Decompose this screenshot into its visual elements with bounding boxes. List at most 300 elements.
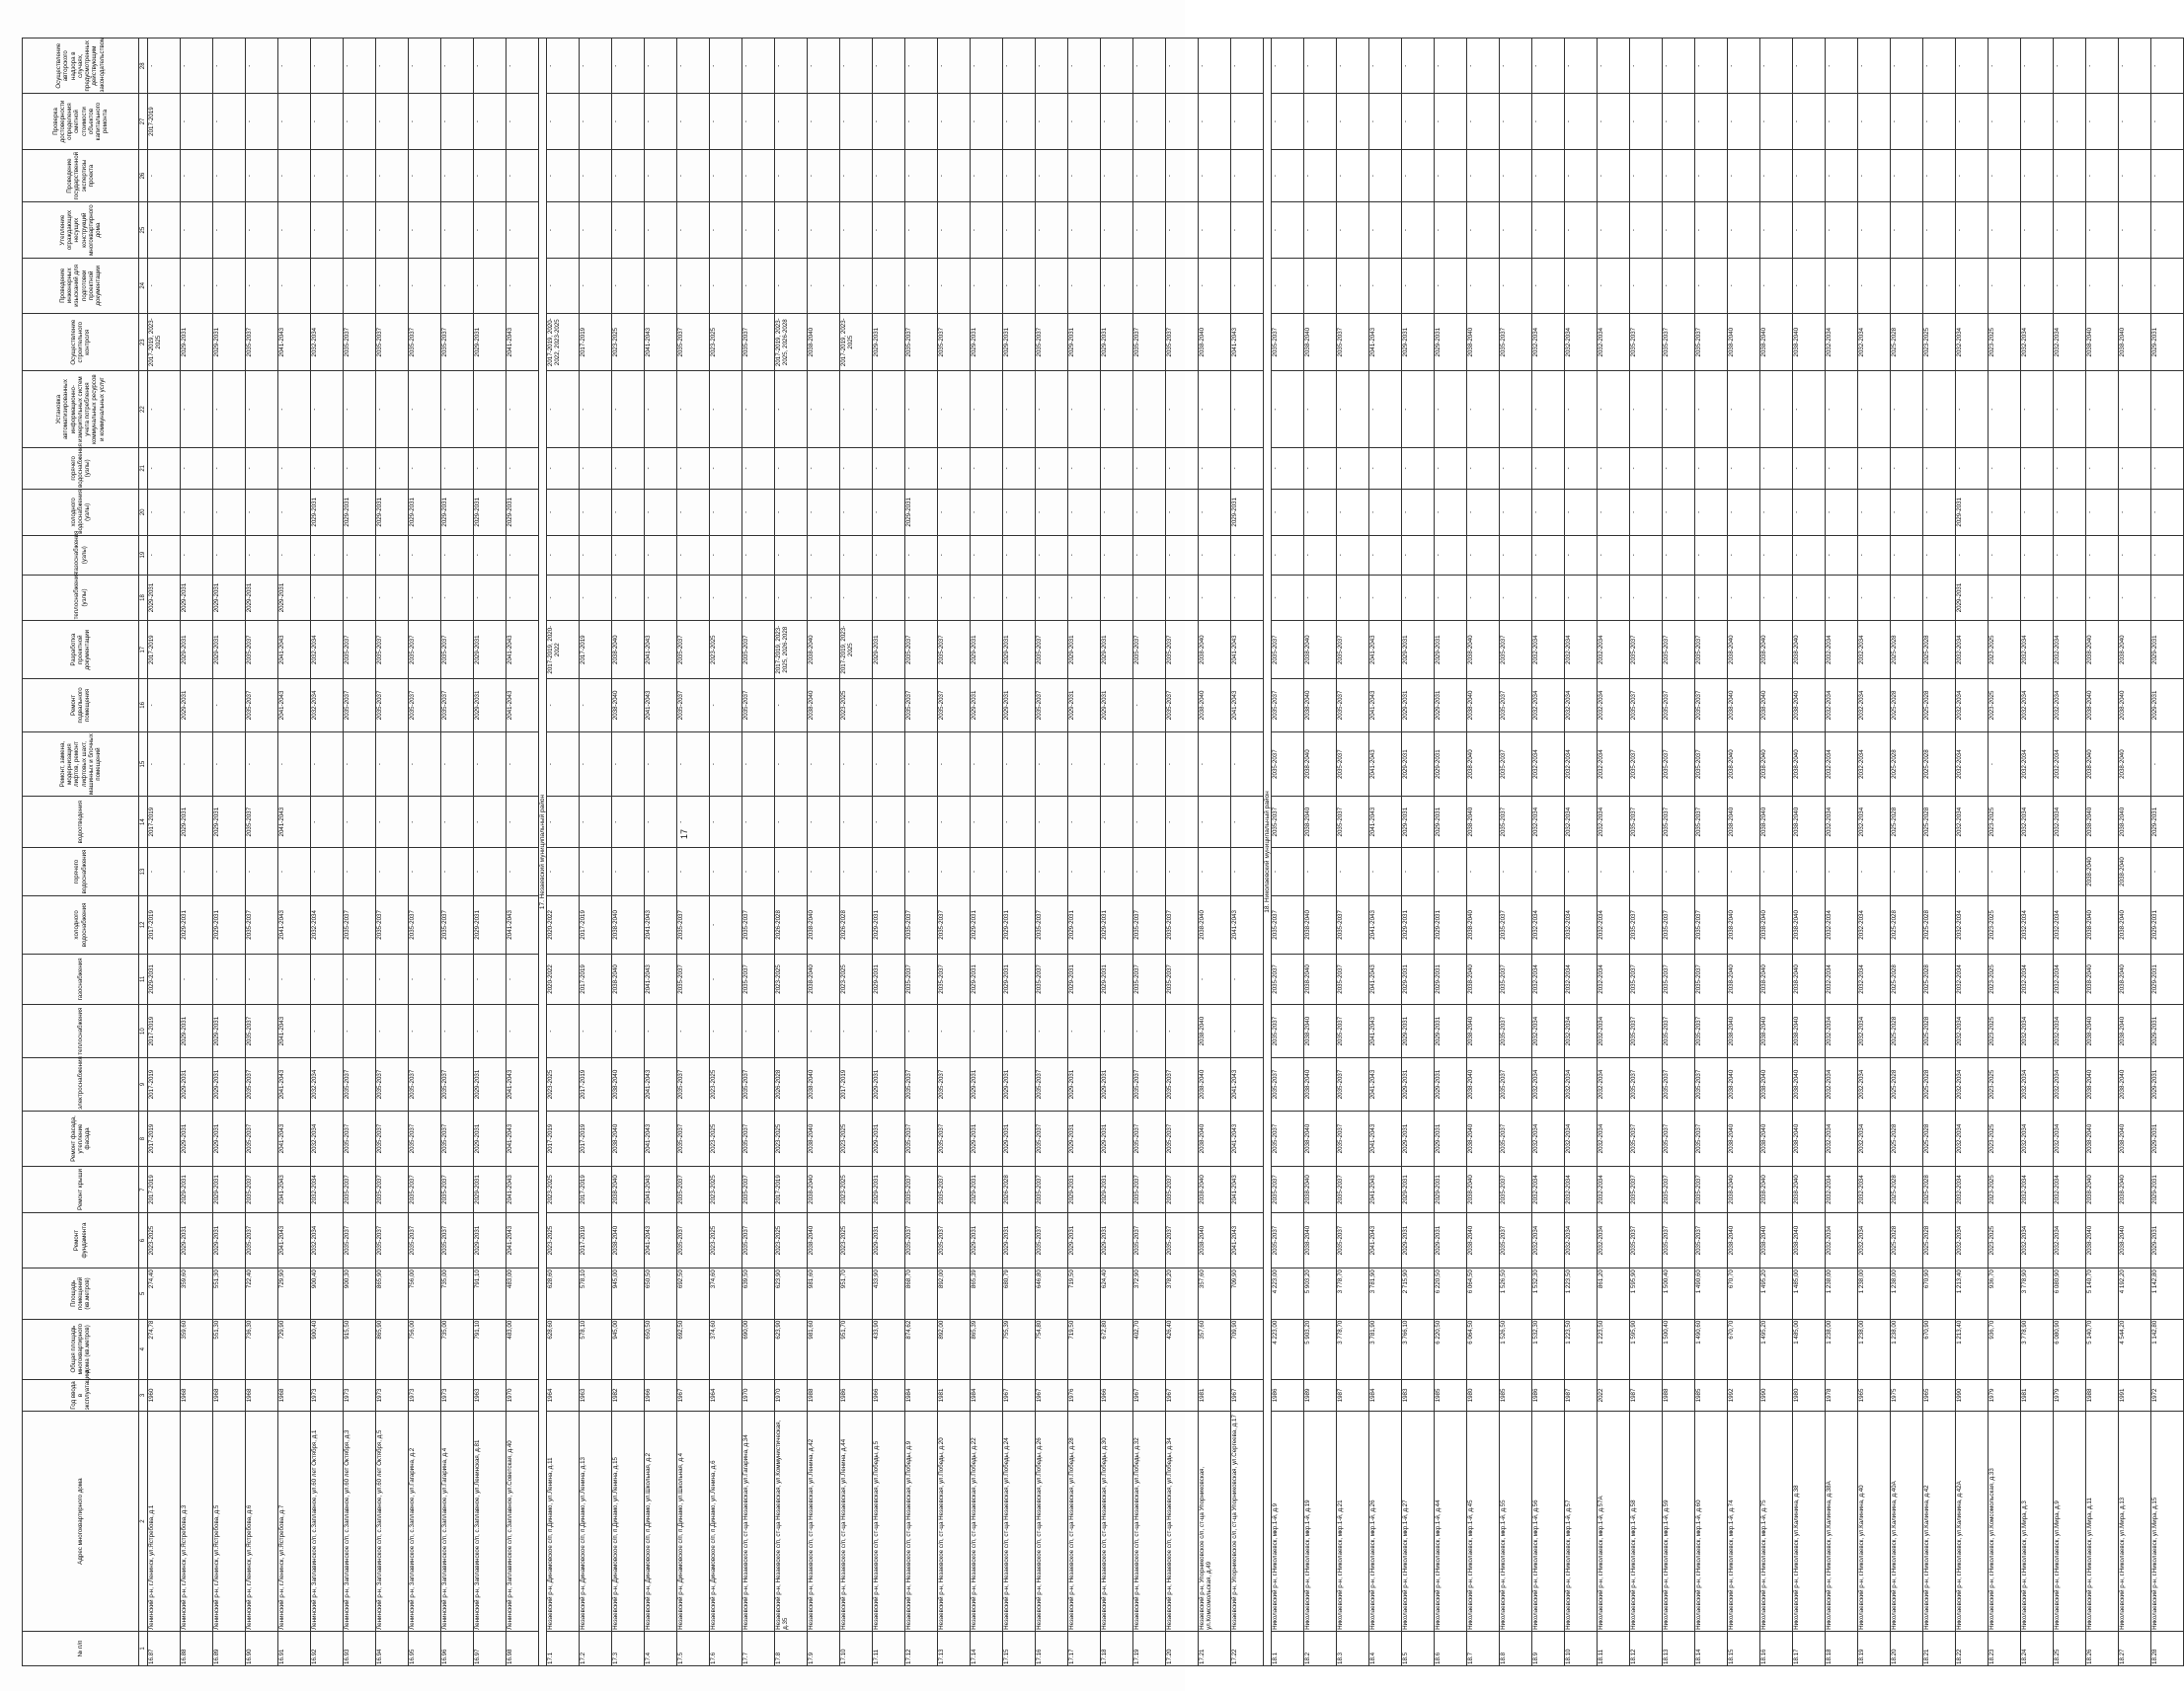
data-cell: - [1695, 489, 1728, 535]
table-row [148, 38, 181, 1666]
data-cell: 2017-2019 [580, 954, 612, 1005]
data-cell: 3 766,10 [1402, 1319, 1435, 1379]
data-cell: 2029-2031 [474, 313, 507, 371]
data-cell: 2038-2040 [2119, 797, 2151, 848]
data-cell: 2023-2025 [1989, 896, 2021, 955]
data-cell: 2038-2040 [2086, 954, 2119, 1005]
data-cell: - [1630, 489, 1663, 535]
data-cell: 2038-2040 [1793, 797, 1826, 848]
data-cell: 2041-2043 [1231, 678, 1264, 731]
data-cell: - [376, 1005, 409, 1058]
table-row [1133, 38, 1166, 1666]
data-cell: - [840, 489, 873, 535]
data-cell: - [1630, 371, 1663, 447]
data-cell: - [1231, 149, 1264, 202]
data-cell: 2029-2031 [1402, 678, 1435, 731]
data-cell: 2038-2040 [808, 954, 840, 1005]
row-number: 17.22 [1231, 1631, 1264, 1665]
data-cell: - [1467, 575, 1500, 621]
data-cell: 2023-2025 [840, 1111, 873, 1166]
data-cell: - [1369, 38, 1402, 94]
data-cell: - [1793, 149, 1826, 202]
data-cell: - [213, 731, 246, 797]
data-cell: - [2151, 371, 2184, 447]
data-cell: 357,60 [1199, 1319, 1231, 1379]
table-row [808, 38, 840, 1666]
data-cell: 2035-2037 [677, 1167, 710, 1213]
data-cell: 2029-2031 [1435, 1111, 1467, 1166]
data-cell: - [1272, 535, 1304, 575]
data-cell: - [213, 149, 246, 202]
data-cell: 2032-2034 [2021, 1005, 2054, 1058]
data-cell: 2032-2034 [2054, 1111, 2086, 1166]
data-cell: 2038-2040 [808, 1212, 840, 1268]
data-cell: 2023-2025 [1989, 1212, 2021, 1268]
address-cell: Николаевский р-н, г.Николаевск, ул.Калинина, д.42А [1956, 1412, 1989, 1632]
data-cell: 1966 [1101, 1379, 1133, 1412]
data-cell: - [580, 575, 612, 621]
data-cell: 2035-2037 [376, 1167, 409, 1213]
data-cell: 2035-2037 [409, 896, 441, 955]
data-cell: - [213, 489, 246, 535]
data-cell: 2029-2031 [2151, 1005, 2184, 1058]
data-cell: 2041-2043 [1231, 1167, 1264, 1213]
data-cell: - [1133, 447, 1166, 489]
data-cell: 2035-2037 [1663, 621, 1695, 679]
address-cell: Николаевский р-н, г.Николаевск, ул.Мира, д.15 [2151, 1412, 2184, 1632]
data-cell: 2035-2037 [1630, 1111, 1663, 1166]
data-cell: - [1036, 847, 1068, 895]
data-cell: - [1956, 847, 1989, 895]
data-cell: - [971, 149, 1003, 202]
data-cell: - [181, 447, 213, 489]
data-cell: 2023-2025 [1989, 1111, 2021, 1166]
data-cell: 2017-2019 [580, 1167, 612, 1213]
data-cell: 2032-2034 [1956, 313, 1989, 371]
data-cell: - [1695, 202, 1728, 258]
data-cell: 2035-2037 [742, 621, 775, 679]
address-cell: Незаевский р-н, Незаевское с/п, ст-ца Незаевская, ул.Победы, д.9 [905, 1412, 938, 1632]
data-cell: - [409, 797, 441, 848]
column-number: 19 [139, 535, 148, 575]
data-cell: 2038-2040 [1467, 1167, 1500, 1213]
data-cell: 2035-2037 [376, 1212, 409, 1268]
table-row [1101, 38, 1133, 1666]
data-cell: - [246, 447, 278, 489]
data-cell: 2038-2040 [2119, 1111, 2151, 1166]
table-row [1532, 38, 1565, 1666]
data-cell: - [181, 149, 213, 202]
data-cell: - [2086, 149, 2119, 202]
data-cell: - [547, 847, 580, 895]
data-cell: - [1598, 38, 1630, 94]
data-cell: 2032-2034 [1532, 1111, 1565, 1166]
data-cell: 2041-2043 [645, 1058, 677, 1112]
data-cell: 2041-2043 [645, 621, 677, 679]
data-cell: - [2054, 94, 2086, 149]
data-cell: 2035-2037 [905, 1058, 938, 1112]
column-header: горячего водоснабжения (узлы) [23, 447, 139, 489]
data-cell: 2041-2043 [1369, 678, 1402, 731]
data-cell: - [1337, 489, 1369, 535]
data-cell: 1 490,60 [1695, 1319, 1728, 1379]
data-cell: 1967 [677, 1379, 710, 1412]
data-cell: - [1101, 94, 1133, 149]
table-row [1598, 38, 1630, 1666]
data-cell: 2038-2040 [1760, 678, 1793, 731]
data-cell: 2038-2040 [1467, 621, 1500, 679]
column-number: 23 [139, 313, 148, 371]
data-cell: - [775, 1005, 808, 1058]
table-row [2054, 38, 2086, 1666]
data-cell: 2017-2019 [580, 896, 612, 955]
data-cell: 2029-2031 [507, 489, 539, 535]
data-cell: 2035-2037 [409, 1212, 441, 1268]
data-cell: - [1760, 847, 1793, 895]
data-cell: 2 715,90 [1402, 1268, 1435, 1320]
data-cell: 2035-2037 [1500, 797, 1532, 848]
data-cell: - [1532, 38, 1565, 94]
data-cell: - [2021, 535, 2054, 575]
data-cell: - [710, 575, 742, 621]
data-cell: - [971, 797, 1003, 848]
data-cell: - [1467, 258, 1500, 313]
data-cell: 1967 [1003, 1379, 1036, 1412]
address-cell: Николаевский р-н, г.Николаевск, мкр.1-й, д.60 [1695, 1412, 1728, 1632]
data-cell: 2038-2040 [808, 896, 840, 955]
data-cell: 2017-2019 [148, 1005, 181, 1058]
data-cell: 791,10 [474, 1268, 507, 1320]
data-cell: 2025-2028 [1923, 678, 1956, 731]
data-cell: - [246, 954, 278, 1005]
data-cell: - [612, 847, 645, 895]
data-cell: - [1435, 535, 1467, 575]
data-cell: - [1369, 489, 1402, 535]
data-cell: - [1166, 94, 1199, 149]
data-cell: - [1663, 447, 1695, 489]
data-cell: 2038-2040 [1760, 797, 1793, 848]
data-cell: - [645, 575, 677, 621]
data-cell: - [710, 731, 742, 797]
data-cell: - [742, 847, 775, 895]
data-cell: - [474, 847, 507, 895]
data-cell: 5 140,70 [2086, 1319, 2119, 1379]
data-cell: 2029-2031 [213, 1005, 246, 1058]
data-cell: - [2021, 149, 2054, 202]
data-cell: - [1663, 38, 1695, 94]
data-cell: - [507, 797, 539, 848]
data-cell: 2029-2031 [181, 678, 213, 731]
data-cell: 2032-2034 [1956, 1167, 1989, 1213]
data-cell: - [1793, 489, 1826, 535]
data-cell: - [1036, 371, 1068, 447]
data-cell: - [1858, 94, 1891, 149]
data-cell: 735,00 [441, 1319, 474, 1379]
data-cell: - [1760, 535, 1793, 575]
data-cell: 2023-2025 [710, 1167, 742, 1213]
data-cell: - [1199, 489, 1231, 535]
data-cell: 2038-2040 [1467, 1058, 1500, 1112]
table-row [1565, 38, 1598, 1666]
data-cell: 1985 [1695, 1379, 1728, 1412]
data-cell: - [905, 731, 938, 797]
data-cell: 2025-2028 [1891, 896, 1923, 955]
table-row [1989, 38, 2021, 1666]
data-cell: - [246, 38, 278, 94]
data-cell: - [905, 202, 938, 258]
data-cell: 2029-2031 [409, 489, 441, 535]
data-cell: - [742, 258, 775, 313]
data-cell: 2041-2043 [1369, 954, 1402, 1005]
table-row [1231, 38, 1264, 1666]
data-cell: 2035-2037 [1663, 1212, 1695, 1268]
data-cell: - [2054, 371, 2086, 447]
data-cell: 2038-2040 [1199, 1005, 1231, 1058]
data-cell: 623,90 [775, 1319, 808, 1379]
data-cell: 2032-2034 [2021, 678, 2054, 731]
column-header: Ремонт, замена, модернизация лифтов, ремонт лифтовых шахт, машинных и блочных помещений [23, 731, 139, 797]
data-cell: 3 778,90 [2021, 1319, 2054, 1379]
data-cell: 981,60 [808, 1268, 840, 1320]
data-cell: - [710, 371, 742, 447]
table-row [1793, 38, 1826, 1666]
data-cell: - [1231, 371, 1264, 447]
data-cell: - [905, 847, 938, 895]
data-cell: 2029-2031 [1003, 678, 1036, 731]
data-cell: - [938, 447, 971, 489]
data-cell: - [441, 149, 474, 202]
data-cell: - [2086, 94, 2119, 149]
data-cell: - [1956, 149, 1989, 202]
data-cell: 2035-2037 [1630, 1167, 1663, 1213]
data-cell: - [1101, 371, 1133, 447]
data-cell: - [1068, 447, 1101, 489]
data-cell: 2035-2037 [742, 954, 775, 1005]
data-cell: 2029-2031 [1402, 621, 1435, 679]
data-cell: - [1989, 258, 2021, 313]
data-cell: 2035-2037 [1272, 954, 1304, 1005]
row-number: 16.94 [376, 1631, 409, 1665]
data-cell: 2038-2040 [1728, 797, 1760, 848]
data-cell: - [148, 489, 181, 535]
data-cell: - [1760, 258, 1793, 313]
data-cell: 690,00 [742, 1319, 775, 1379]
table-row [1369, 38, 1402, 1666]
data-cell: 2035-2037 [376, 1111, 409, 1166]
data-cell: - [1068, 535, 1101, 575]
row-number: 16.97 [474, 1631, 507, 1665]
data-cell: 2029-2031 [2151, 1212, 2184, 1268]
data-cell: - [742, 149, 775, 202]
data-cell: - [1826, 258, 1858, 313]
data-cell: 2025-2028 [1923, 896, 1956, 955]
data-cell: - [1068, 1005, 1101, 1058]
data-cell: 1984 [971, 1379, 1003, 1412]
data-cell: - [1435, 94, 1467, 149]
data-cell: - [2054, 489, 2086, 535]
data-cell: 2029-2031 [278, 575, 311, 621]
data-cell: 2029-2031 [148, 575, 181, 621]
column-header: Разработка проектной документации [23, 621, 139, 679]
data-cell: - [1272, 575, 1304, 621]
data-cell: 865,90 [376, 1319, 409, 1379]
data-cell: 6 064,50 [1467, 1268, 1500, 1320]
data-cell: 868,70 [905, 1268, 938, 1320]
address-cell: Незаевский р-н, Незаевское с/п, ст-ца Незаевская, ул.Коммунистическая, д.35 [775, 1412, 808, 1632]
data-cell: 2032-2034 [311, 678, 344, 731]
data-cell: 2032-2034 [1565, 1005, 1598, 1058]
address-cell: Незаевский р-н, Незаевское с/п, ст-ца Незаевская, ул.Победы, д.28 [1068, 1412, 1101, 1632]
data-cell: - [148, 149, 181, 202]
data-cell: - [1003, 258, 1036, 313]
data-cell: - [2086, 258, 2119, 313]
data-cell: 2038-2040 [1304, 621, 1337, 679]
data-cell: - [344, 202, 376, 258]
column-header: Площадь помещений (кв.метров) [23, 1268, 139, 1320]
data-cell: 2032-2034 [2054, 954, 2086, 1005]
data-cell: - [1663, 258, 1695, 313]
data-cell: - [677, 447, 710, 489]
data-cell: 2038-2040 [1728, 1212, 1760, 1268]
row-number: 17.9 [808, 1631, 840, 1665]
row-number: 16.88 [181, 1631, 213, 1665]
data-cell: 2029-2031 [1101, 1111, 1133, 1166]
data-cell: - [1760, 38, 1793, 94]
data-cell: 2035-2037 [905, 896, 938, 955]
data-cell: 374,60 [710, 1268, 742, 1320]
data-cell: 2035-2037 [1630, 731, 1663, 797]
data-cell: 2029-2031 [1068, 1167, 1101, 1213]
data-cell: 2029-2031 [344, 489, 376, 535]
data-cell: 359,60 [181, 1268, 213, 1320]
data-cell: 2038-2040 [1467, 954, 1500, 1005]
data-cell: 2035-2037 [1133, 896, 1166, 955]
data-cell: - [1369, 94, 1402, 149]
data-cell: - [1272, 447, 1304, 489]
data-cell: - [1956, 202, 1989, 258]
data-cell: - [547, 258, 580, 313]
data-cell: 2017-2019, 2023-2025, 2026-2028 [775, 313, 808, 371]
data-cell: 624,40 [1101, 1268, 1133, 1320]
data-cell: 2038-2040 [1199, 1167, 1231, 1213]
address-cell: Николаевский р-н, г.Николаевск, ул.Калинина, д.42 [1923, 1412, 1956, 1632]
address-cell: Николаевский р-н, г.Николаевск, мкр.1-й, д.21 [1337, 1412, 1369, 1632]
data-cell: 3 778,70 [1337, 1268, 1369, 1320]
data-cell: 2035-2037 [677, 1212, 710, 1268]
data-cell: - [1467, 149, 1500, 202]
data-cell: 2038-2040 [1728, 678, 1760, 731]
data-cell: - [873, 678, 905, 731]
data-cell: 2017-2019, 2023-2025 [840, 313, 873, 371]
row-number: 18.9 [1532, 1631, 1565, 1665]
address-cell: Николаевский р-н, г.Николаевск, ул.Калинина, д.38А [1826, 1412, 1858, 1632]
data-cell: - [344, 149, 376, 202]
data-cell: - [580, 731, 612, 797]
data-cell: - [775, 535, 808, 575]
data-cell: 2035-2037 [246, 1212, 278, 1268]
data-cell: 2035-2037 [1500, 1212, 1532, 1268]
data-cell: 2032-2034 [311, 621, 344, 679]
data-cell: - [474, 38, 507, 94]
data-cell: 2032-2034 [1565, 896, 1598, 955]
address-cell: Ленинский р-н, г.Ленинск, ул.Ястребова, д.6 [246, 1412, 278, 1632]
data-cell: - [873, 149, 905, 202]
data-cell: - [1467, 535, 1500, 575]
data-cell: 2035-2037 [1500, 954, 1532, 1005]
data-cell: 915,50 [344, 1319, 376, 1379]
data-cell: 2038-2040 [1304, 954, 1337, 1005]
data-cell: 4 223,00 [1272, 1319, 1304, 1379]
data-cell: 2038-2040 [1760, 1167, 1793, 1213]
data-cell: 2035-2037 [1166, 896, 1199, 955]
table-row [1858, 38, 1891, 1666]
data-cell: - [507, 149, 539, 202]
data-cell: - [2119, 447, 2151, 489]
data-cell: 2035-2037 [938, 313, 971, 371]
data-cell: - [677, 38, 710, 94]
data-cell: 2026-2028 [775, 1058, 808, 1112]
data-cell: 2038-2040 [2086, 1058, 2119, 1112]
data-cell: - [311, 954, 344, 1005]
data-cell: - [1923, 38, 1956, 94]
data-cell: 2017-2019 [580, 621, 612, 679]
data-cell: - [344, 797, 376, 848]
data-cell: - [1532, 575, 1565, 621]
section-row [1264, 38, 1272, 1666]
data-cell: - [1728, 535, 1760, 575]
data-cell: - [775, 447, 808, 489]
data-cell: - [840, 847, 873, 895]
data-cell: 2035-2037 [1272, 896, 1304, 955]
data-cell: 2041-2043 [1369, 896, 1402, 955]
data-cell: - [507, 202, 539, 258]
data-cell: 2041-2043 [278, 678, 311, 731]
data-cell: 2035-2037 [1036, 1212, 1068, 1268]
data-cell: 2029-2031 [213, 896, 246, 955]
data-cell: 2029-2031 [1402, 313, 1435, 371]
data-cell: - [677, 94, 710, 149]
data-cell: 2041-2043 [645, 678, 677, 731]
data-cell: - [1304, 258, 1337, 313]
data-cell: 2035-2037 [1695, 678, 1728, 731]
data-cell: 2032-2034 [1532, 621, 1565, 679]
data-cell: - [181, 847, 213, 895]
data-cell: 2038-2040 [2086, 847, 2119, 895]
data-cell: - [1565, 258, 1598, 313]
data-cell: 2041-2043 [278, 1005, 311, 1058]
address-cell: Николаевский р-н, г.Николаевск, ул.Комсомольская, д.33 [1989, 1412, 2021, 1632]
data-cell: - [181, 94, 213, 149]
data-cell: 2035-2037 [1272, 731, 1304, 797]
data-cell: 1988 [2086, 1379, 2119, 1412]
data-cell: 2032-2034 [1858, 954, 1891, 1005]
table-row [742, 38, 775, 1666]
data-cell: - [1728, 258, 1760, 313]
data-cell: - [710, 954, 742, 1005]
data-cell: 2032-2034 [1532, 896, 1565, 955]
data-cell: 2029-2031 [474, 1058, 507, 1112]
data-cell: 1980 [1793, 1379, 1826, 1412]
data-cell: 2038-2040 [1728, 1111, 1760, 1166]
data-cell: 2029-2031 [2151, 954, 2184, 1005]
data-cell: - [311, 149, 344, 202]
row-number: 17.7 [742, 1631, 775, 1665]
row-number: 17.12 [905, 1631, 938, 1665]
data-cell: - [1369, 258, 1402, 313]
data-cell: 865,90 [376, 1268, 409, 1320]
data-cell: - [1826, 489, 1858, 535]
data-cell: 2041-2043 [278, 621, 311, 679]
